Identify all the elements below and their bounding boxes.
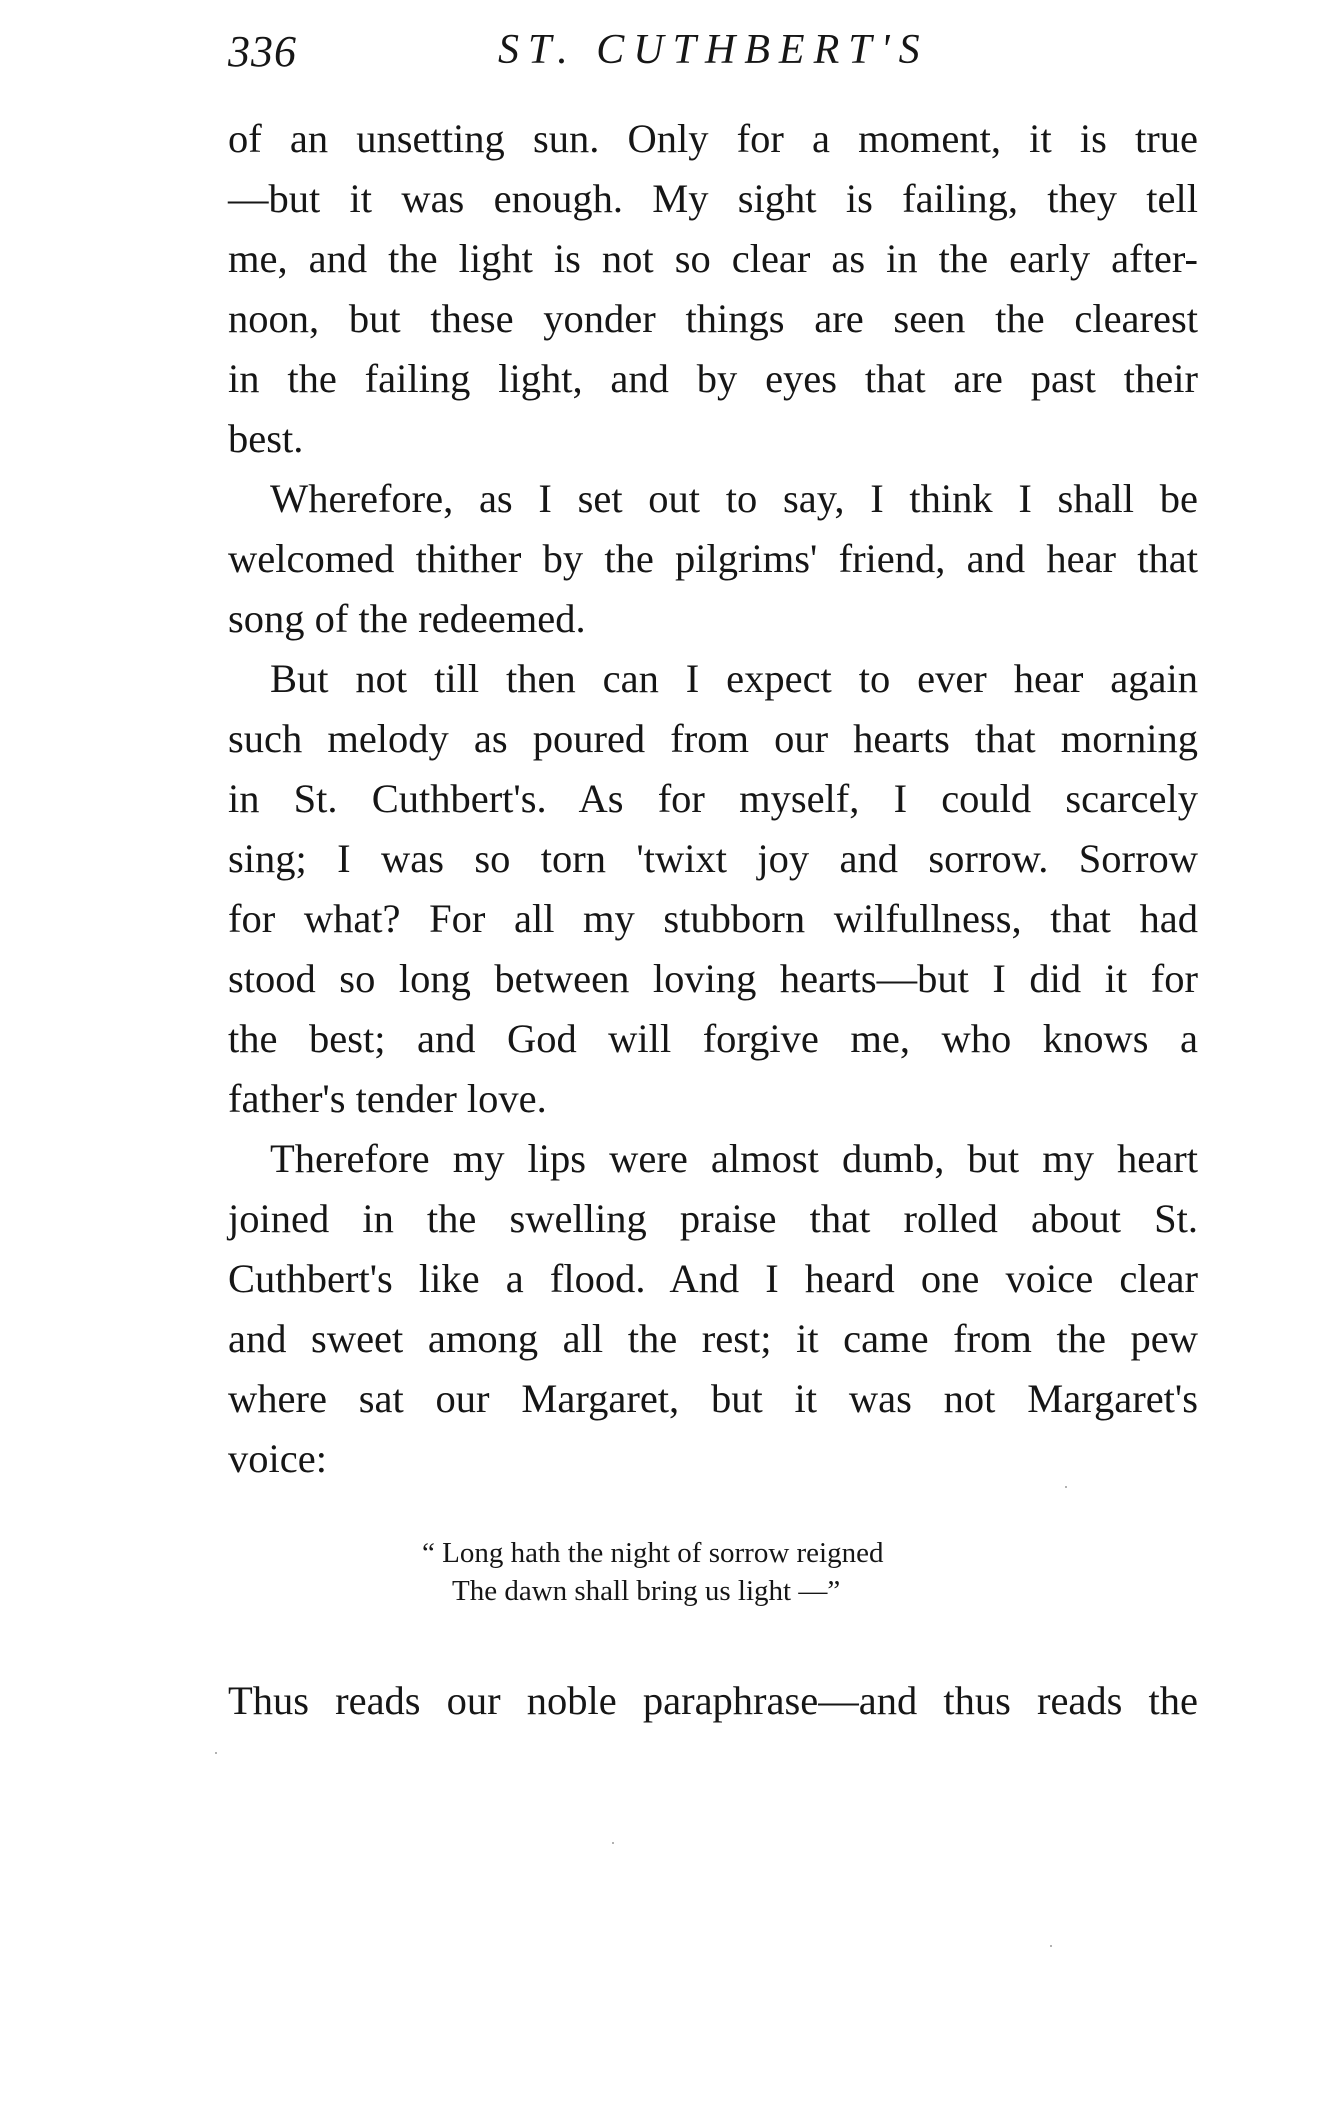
closing-text xyxy=(228,1671,1198,1731)
text-line: me, and the light is not so clear as in the early after- xyxy=(228,236,1198,281)
text-line: song of the redeemed. xyxy=(228,596,586,641)
verse-line: “ Long hath the night of sorrow reigned xyxy=(422,1537,884,1569)
text-line: and sweet among all the rest; it came from the pew xyxy=(228,1316,1198,1361)
text-line: in St. Cuthbert's. As for myself, I could scarcely xyxy=(228,776,1198,821)
text-line: Thus reads our noble paraphrase—and thus reads the xyxy=(228,1678,1198,1723)
text-line: Therefore my lips were almost dumb, but my heart xyxy=(270,1136,1198,1181)
text-line: such melody as poured from our hearts that morning xyxy=(228,716,1198,761)
paper-speck xyxy=(612,1842,614,1844)
paper-speck xyxy=(215,1752,217,1754)
text-line: noon, but these yonder things are seen the clearest xyxy=(228,296,1198,341)
verse-line: The dawn shall bring us light —” xyxy=(452,1575,841,1607)
text-line: stood so long between loving hearts—but I did it for xyxy=(228,956,1198,1001)
text-line: welcomed thither by the pilgrims' friend, and hear that xyxy=(228,536,1198,581)
text-line: where sat our Margaret, but it was not Margaret's xyxy=(228,1376,1198,1421)
text-line: Cuthbert's like a flood. And I heard one voice clear xyxy=(228,1256,1198,1301)
text-line: joined in the swelling praise that rolled about St. xyxy=(228,1196,1198,1241)
text-line: father's tender love. xyxy=(228,1076,547,1121)
text-line: voice: xyxy=(228,1436,327,1481)
paper-speck xyxy=(1050,1945,1052,1947)
text-line: the best; and God will forgive me, who knows a xyxy=(228,1016,1198,1061)
text-line: of an unsetting sun. Only for a moment, it is true xyxy=(228,116,1198,161)
text-line: in the failing light, and by eyes that are past their xyxy=(228,356,1198,401)
running-title: ST. CUTHBERT'S xyxy=(498,27,929,73)
text-line: best. xyxy=(228,416,304,461)
verse-quotation xyxy=(422,1534,883,1610)
text-line: sing; I was so torn 'twixt joy and sorrow. Sorrow xyxy=(228,836,1198,881)
paper-speck xyxy=(1065,1486,1067,1488)
page-header xyxy=(228,26,1198,86)
text-line: Wherefore, as I set out to say, I think I shall be xyxy=(270,476,1198,521)
text-line: —but it was enough. My sight is failing, they tell xyxy=(228,176,1198,221)
body-text xyxy=(228,109,1198,1489)
page-number: 336 xyxy=(228,27,297,76)
text-line: for what? For all my stubborn wilfullness, that had xyxy=(228,896,1198,941)
text-line: But not till then can I expect to ever hear again xyxy=(270,656,1198,701)
